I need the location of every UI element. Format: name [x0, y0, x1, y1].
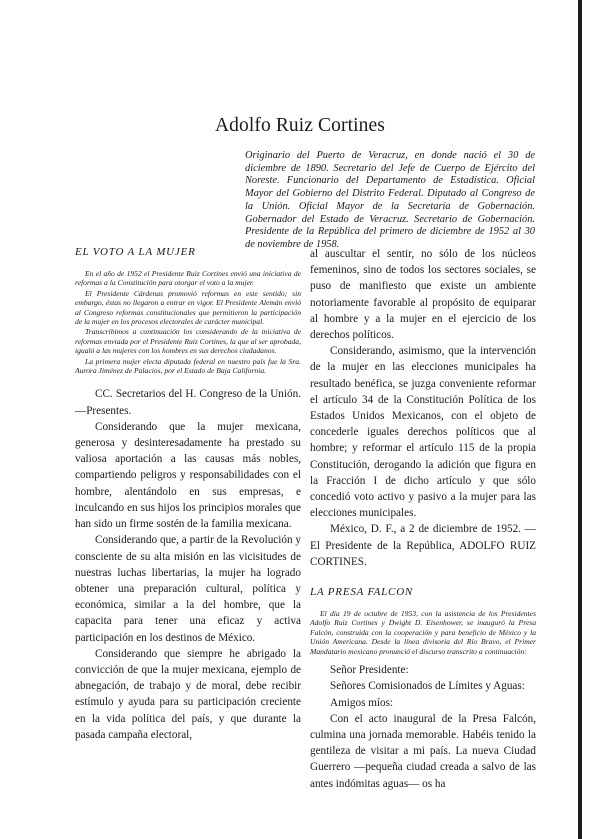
- section-presa-falcon: [310, 586, 536, 792]
- right-column: [310, 246, 536, 792]
- section-body-voto: [75, 386, 301, 742]
- body-paragraph: al auscultar el sentir, no sólo de los núcleos femeninos, sino de todos los sectores sociales, se puso de manifiesto que existe un ambiente notoriamente favorable al propósito de equiparar al hombre y a la mujer en el ejercicio de los derechos políticos.: [310, 248, 536, 342]
- intro-paragraph: El Presidente Cárdenas promovió reformas en este sentido; sin embargo, éstas no llegaron a entrar en vigor. El Presidente Alemán envió al Congreso reformas constitucionales que permitieron la participación de la mujer en los procesos electorales de carácter municipal.: [75, 288, 301, 327]
- body-paragraph: Considerando que la mujer mexicana, generosa y desinteresadamente ha prestado su valiosa aportación a las causas más nobles, compartiendo peligros y responsabilidades con el hombre, alentándolo en sus empresas, e inculcando en sus hijos los principios morales que han sido un firme sostén de la familia mexicana.: [75, 420, 301, 531]
- page-edge-rule: [578, 0, 582, 839]
- intro-paragraph: La primera mujer electa diputada federal en nuestro país fue la Sra. Aurora Jiménez de Palacios, por el Estado de Baja California.: [75, 356, 301, 376]
- section-heading-voto: [75, 246, 301, 259]
- salutation-line: Amigos míos:: [330, 696, 394, 709]
- section-intro-presa: El día 19 de octubre de 1953, con la asistencia de los Presidentes Adolfo Ruiz Cortines y Dwight D. Eisenhower, se inauguró la Presa Falcón, construida con la cooperación y para beneficio de México y la Unión Americana. Desde la línea divisoria del Río Bravo, el Primer Mandatario mexicano pronunció el discurso transcrito a continuación:: [310, 609, 536, 656]
- biography-paragraph: Originario del Puerto de Veracruz, en donde nació el 30 de diciembre de 1890. Secretario del Jefe de Cuerpo de Ejército del Noreste. Funcionario del Departamento de Estadística. Oficial Mayor del Gobierno del Distrito Federal. Diputado al Congreso de la Unión. Oficial Mayor de la Secretaría de Gobernación. Gobernador del Estado de Veracruz. Secretario de Gobernación. Presidente de la República del primero de diciembre de 1952 al 30 de noviembre de 1958.: [245, 150, 535, 250]
- left-column: [75, 246, 301, 743]
- intro-paragraph: Transcribimos a continuación los considerando de la iniciativa de reformas enviada por el Presidente Ruiz Cortines, la que al ser aprobada, igualó a las mujeres con los hombres en sus derechos ciudadanos.: [75, 327, 301, 356]
- section-body-presa: [310, 662, 536, 792]
- body-paragraph: Considerando que siempre he abrigado la convicción de que la mujer mexicana, ejemplo de abnegación, de trabajo y de moral, debe recibir estímulo y ayuda para su participación creciente en la vida política del país, y que durante la pasada campaña electoral,: [75, 647, 301, 741]
- section-heading-voto-text: EL VOTO A LA MUJER: [75, 246, 196, 258]
- address-line: CC. Secretarios del H. Congreso de la Unión.—Presentes.: [75, 388, 301, 417]
- section-intro-voto: [75, 269, 301, 375]
- salutation-line: Señores Comisionados de Límites y Aguas:: [330, 680, 525, 693]
- page-title: Adolfo Ruiz Cortines: [215, 115, 385, 136]
- intro-paragraph: En el año de 1952 el Presidente Ruiz Cortines envió una iniciativa de reformas a la Constitución para otorgar el voto a la mujer.: [75, 269, 301, 288]
- signature-line: México, D. F., a 2 de diciembre de 1952. —El Presidente de la República, ADOLFO RUIZ CORTINES.: [310, 523, 536, 568]
- body-paragraph: Con el acto inaugural de la Presa Falcón, culmina una jornada memorable. Habéis tenido la gentileza de visitar a mi país. La nueva Ciudad Guerrero —pequeña ciudad creada a salvo de las antes indómitas aguas— os ha: [310, 712, 536, 790]
- section-body-voto-continued: [310, 246, 536, 570]
- body-paragraph: Considerando, asimismo, que la intervención de la mujer en las elecciones municipales ha resultado benéfica, se juzga conveniente reformar el artículo 34 de la Constitución Política de los Estados Unidos Mexicanos, con el objeto de concederle iguales derechos políticos que al hombre; y reformar el artículo 115 de la propia Constitución, derogando la adición que figura en la Fracción I de dicho artículo y que sólo concedió voto activo y pasivo a la mujer para las elecciones municipales.: [310, 345, 536, 520]
- body-paragraph: Considerando que, a partir de la Revolución y consciente de su alta misión en las vicisitudes de nuestras luchas libertarias, la mujer ha logrado obtener una preparación cultural, política y económica, similar a la del hombre, que la capacita para tener una eficaz y activa participación en los destinos de México.: [75, 534, 301, 644]
- salutation-line: Señor Presidente:: [330, 664, 409, 677]
- section-heading-presa: LA PRESA FALCON: [310, 586, 414, 599]
